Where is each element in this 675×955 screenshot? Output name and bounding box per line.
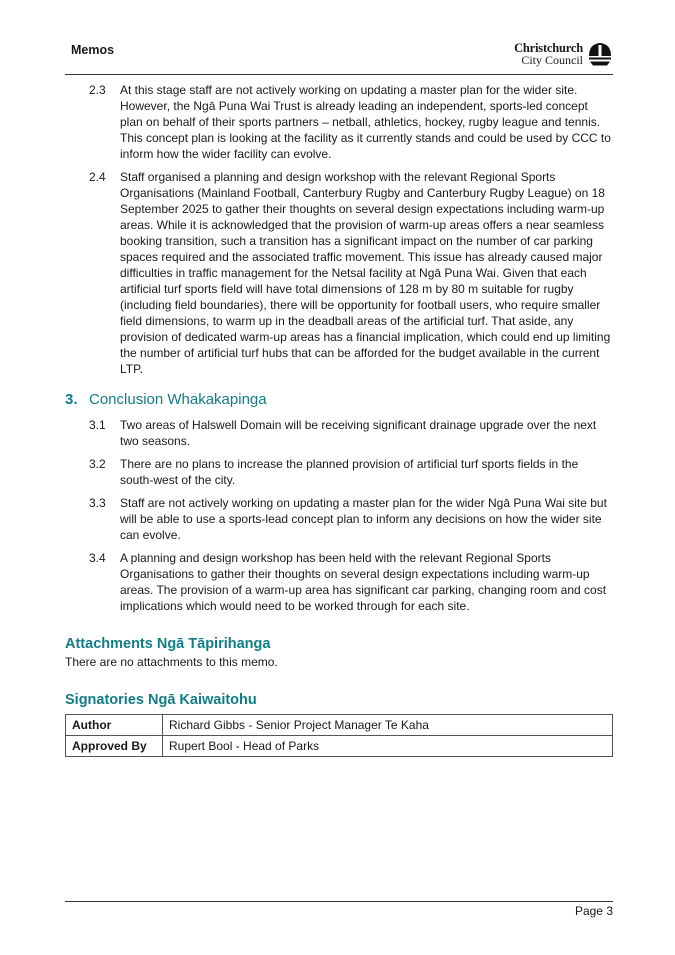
page-number: Page 3 xyxy=(574,904,613,918)
row-label: Author xyxy=(66,715,163,736)
section-title: Conclusion Whakakapinga xyxy=(89,391,267,408)
section-number: 3. xyxy=(65,391,78,408)
signatories-table xyxy=(65,714,613,757)
paragraph-text: Two areas of Halswell Domain will be receiving significant drainage upgrade over the next two seasons. xyxy=(120,418,597,448)
row-label: Approved By xyxy=(66,736,163,757)
cathedral-logo-icon xyxy=(587,41,613,67)
signatories-heading: Signatories Ngā Kaiwaitohu xyxy=(65,692,257,708)
council-logo xyxy=(514,40,613,68)
page-footer xyxy=(65,901,613,922)
logo-line-1: Christchurch xyxy=(514,41,583,55)
paragraph-3-4 xyxy=(65,550,613,614)
paragraph-2-4 xyxy=(65,169,613,377)
paragraph-2-3 xyxy=(65,82,613,162)
paragraph-number: 3.2 xyxy=(89,457,106,471)
paragraph-3-1 xyxy=(65,417,613,449)
header-title: Memos xyxy=(71,43,115,57)
paragraph-text: A planning and design workshop has been held with the relevant Regional Sports Organisations to gather their thoughts on several design expectations including warm-up areas. The provision of a warm-up area has significant car parking, changing room and cost implications which would need to be worked through for each site. xyxy=(120,551,607,613)
paragraph-number: 3.4 xyxy=(89,551,106,565)
table-row xyxy=(66,736,613,757)
logo-line-2: City Council xyxy=(521,53,583,67)
paragraph-text: Staff organised a planning and design workshop with the relevant Regional Sports Organisations (Mainland Football, Canterbury Rugby and Canterbury Rugby League) on 18 September 2025 to gather their thoughts on several design expectations including warm-up areas. While it is acknowledged that the provision of warm-up areas offers a near seamless booking transition, such a transition has a significant impact on the number of car parking spaces required and the associated traffic movement. This issue has already caused major difficulties in traffic management for the Netsal facility at Ngā Puna Wai. Given that each artificial turf sports field will have total dimensions of 128 m by 80 m suitable for rugby (including field boundaries), there will be opportunity for football users, who require smaller field dimensions, to warm up in the deadball areas of the artificial turf. That aside, any provision of dedicated warm-up areas has a financial implication, which could end up limiting the number of artificial turf hubs that can be afforded for the budget available in the current LTP. xyxy=(120,170,611,376)
paragraph-number: 2.3 xyxy=(89,83,106,97)
attachments-text: There are no attachments to this memo. xyxy=(65,655,278,669)
paragraph-number: 2.4 xyxy=(89,170,106,184)
conclusion-heading xyxy=(65,391,613,411)
paragraph-text: Staff are not actively working on updating a master plan for the wider Ngā Puna Wai site but will be able to use a sports-lead concept plan to inform any decisions on how the wider site can evolve. xyxy=(120,496,607,542)
paragraph-text: There are no plans to increase the planned provision of artificial turf sports fields in the south-west of the city. xyxy=(120,457,579,487)
page-header xyxy=(65,38,613,75)
paragraph-3-3 xyxy=(65,495,613,543)
table-row xyxy=(66,715,613,736)
memo-body xyxy=(65,82,613,757)
paragraph-number: 3.3 xyxy=(89,496,106,510)
paragraph-number: 3.1 xyxy=(89,418,106,432)
paragraph-text: At this stage staff are not actively working on updating a master plan for the wider site. However, the Ngā Puna Wai Trust is already leading an independent, sports-led concept plan on behalf of their sports partners – netball, athletics, hockey, rugby league and tennis. This concept plan is looking at the facility as it currently stands and could be used by CCC to inform how the wider facility can evolve. xyxy=(120,83,611,161)
row-value: Richard Gibbs - Senior Project Manager Te Kaha xyxy=(163,715,613,736)
row-value: Rupert Bool - Head of Parks xyxy=(163,736,613,757)
attachments-heading: Attachments Ngā Tāpirihanga xyxy=(65,636,271,652)
paragraph-3-2 xyxy=(65,456,613,488)
